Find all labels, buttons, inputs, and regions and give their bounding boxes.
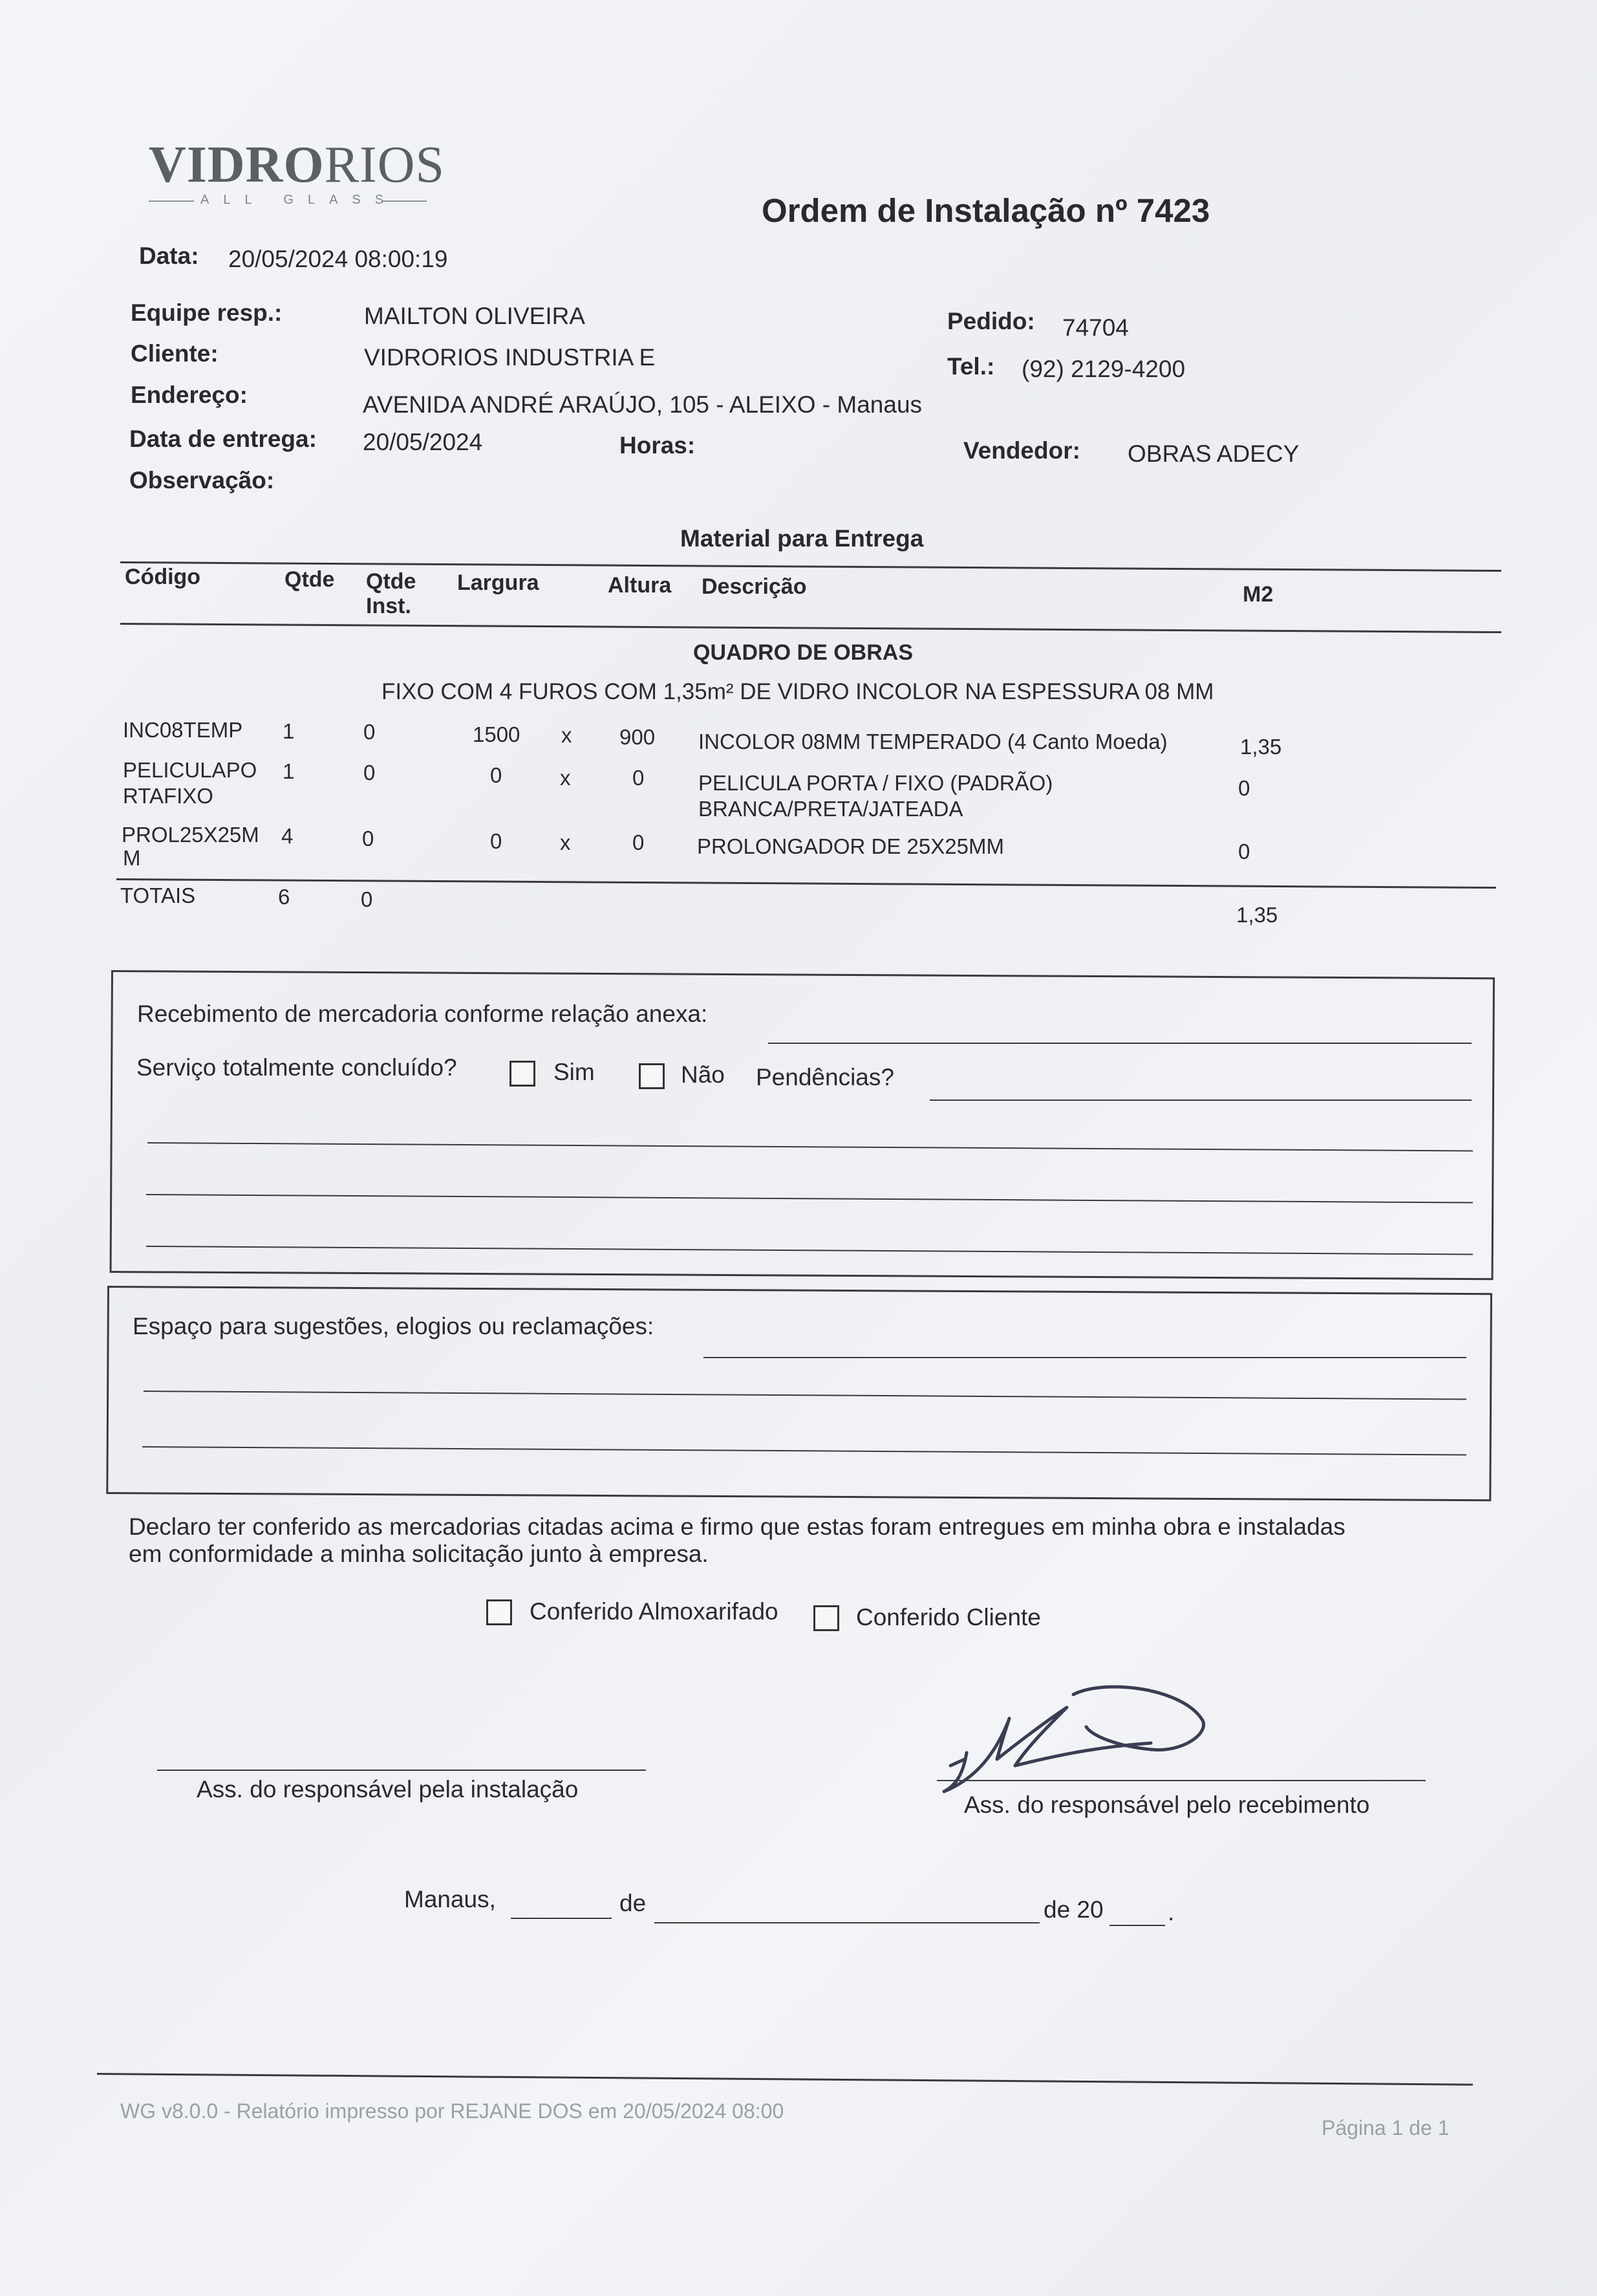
assinatura-instalacao-line[interactable] [157, 1770, 646, 1771]
sim-label: Sim [553, 1059, 595, 1085]
table-header-rule [120, 623, 1501, 633]
equipe-value: MAILTON OLIVEIRA [364, 303, 585, 329]
assinatura-recebimento-label: Ass. do responsável pelo recebimento [964, 1792, 1370, 1818]
row-codigo-cont: RTAFIXO [123, 784, 213, 808]
row-codigo: INC08TEMP [123, 718, 243, 742]
row-descricao: INCOLOR 08MM TEMPERADO (4 Canto Moeda) [698, 730, 1168, 753]
ano-line[interactable] [1109, 1925, 1165, 1926]
data-entrega-label: Data de entrega: [129, 426, 317, 452]
footer-page-number: Página 1 de 1 [1322, 2116, 1450, 2139]
row-codigo-cont: M [123, 846, 141, 870]
conferido-cliente-label: Conferido Cliente [856, 1604, 1041, 1630]
de-20-label: de 20 [1044, 1896, 1104, 1923]
row-qtde: 1 [283, 759, 295, 783]
data-entrega-value: 20/05/2024 [363, 429, 483, 455]
handwritten-signature [938, 1682, 1235, 1837]
tel-label: Tel.: [947, 353, 995, 380]
pedido-value: 74704 [1062, 314, 1129, 341]
declaracao-line-1: Declaro ter conferido as mercadorias citadas acima e firmo que estas foram entregues em minha obra e instaladas [129, 1513, 1345, 1540]
col-qtde: Qtde [284, 567, 335, 592]
sim-checkbox[interactable] [509, 1061, 535, 1087]
row-qtde: 4 [281, 824, 294, 848]
data-value: 20/05/2024 08:00:19 [228, 246, 448, 272]
row-largura: 1500 [473, 722, 520, 746]
material-section-title: Material para Entrega [680, 525, 924, 552]
conferido-cliente-checkbox[interactable] [813, 1605, 839, 1631]
sugestoes-label: Espaço para sugestões, elogios ou reclamações: [133, 1313, 654, 1339]
nao-checkbox[interactable] [639, 1063, 665, 1089]
row-descricao: PELICULA PORTA / FIXO (PADRÃO) [698, 771, 1053, 795]
cliente-value: VIDRORIOS INDUSTRIA E [364, 344, 656, 371]
pedido-label: Pedido: [947, 308, 1035, 334]
col-altura: Altura [608, 573, 672, 598]
row-largura: 0 [490, 829, 502, 853]
vendedor-value: OBRAS ADECY [1128, 440, 1300, 467]
row-m2: 1,35 [1240, 735, 1282, 759]
mes-line[interactable] [654, 1922, 1040, 1923]
row-largura: 0 [490, 763, 502, 787]
row-descricao-cont: BRANCA/PRETA/JATEADA [698, 797, 963, 821]
pendencias-line[interactable] [930, 1099, 1472, 1101]
row-qtde-inst: 0 [362, 827, 374, 850]
totals-qtde: 6 [278, 885, 290, 909]
ponto-label: . [1168, 1899, 1175, 1925]
endereco-label: Endereço: [131, 382, 248, 408]
footer-print-info: WG v8.0.0 - Relatório impresso por REJANE DOS em 20/05/2024 08:00 [120, 2099, 784, 2123]
nao-label: Não [681, 1061, 725, 1088]
totals-m2: 1,35 [1236, 903, 1278, 927]
row-altura: 0 [632, 830, 645, 854]
row-x: x [561, 723, 572, 747]
row-qtde-inst: 0 [363, 720, 376, 744]
endereco-value: AVENIDA ANDRÉ ARAÚJO, 105 - ALEIXO - Manaus [363, 391, 923, 418]
tel-value: (92) 2129-4200 [1022, 356, 1186, 382]
manaus-label: Manaus, [404, 1886, 496, 1912]
conferido-almoxarifado-label: Conferido Almoxarifado [530, 1598, 778, 1625]
table-totals-rule [116, 878, 1496, 889]
document-title: Ordem de Instalação nº 7423 [762, 192, 1210, 229]
col-codigo: Código [125, 565, 201, 589]
row-qtde-inst: 0 [363, 761, 376, 785]
group-title: QUADRO DE OBRAS [693, 640, 914, 665]
row-descricao: PROLONGADOR DE 25X25MM [697, 834, 1004, 858]
row-x: x [560, 766, 571, 790]
recebimento-line[interactable] [768, 1043, 1472, 1044]
de-label-1: de [619, 1890, 647, 1916]
assinatura-instalacao-label: Ass. do responsável pela instalação [197, 1776, 579, 1803]
totals-qtde-inst: 0 [361, 887, 373, 911]
recebimento-label: Recebimento de mercadoria conforme relação anexa: [137, 1001, 708, 1027]
vendedor-label: Vendedor: [963, 437, 1080, 464]
data-label: Data: [139, 243, 199, 269]
sugestoes-line-1[interactable] [703, 1357, 1466, 1358]
col-qtde-inst-2: Inst. [366, 594, 411, 618]
row-qtde: 1 [283, 719, 295, 743]
conferido-almoxarifado-checkbox[interactable] [486, 1599, 512, 1625]
row-m2: 0 [1238, 776, 1250, 800]
row-codigo: PELICULAPO [123, 758, 257, 782]
declaracao-line-2: em conformidade a minha solicitação junto à empresa. [129, 1541, 709, 1567]
col-largura: Largura [457, 570, 539, 595]
row-m2: 0 [1238, 839, 1250, 863]
group-subtitle: FIXO COM 4 FUROS COM 1,35m² DE VIDRO INCOLOR NA ESPESSURA 08 MM [381, 679, 1214, 704]
col-descricao: Descrição [702, 574, 807, 599]
footer-rule [97, 2073, 1473, 2086]
vidrorios-logo: VIDRORIOS ALL GLASS [149, 136, 445, 207]
observacao-label: Observação: [129, 467, 275, 493]
horas-label: Horas: [619, 432, 696, 459]
row-codigo: PROL25X25M [122, 823, 259, 847]
cliente-label: Cliente: [131, 340, 219, 367]
servico-concluido-label: Serviço totalmente concluído? [136, 1054, 457, 1081]
col-qtde-inst-1: Qtde [366, 569, 416, 594]
row-altura: 900 [619, 725, 656, 749]
equipe-label: Equipe resp.: [131, 299, 283, 326]
pendencias-label: Pendências? [756, 1064, 894, 1090]
dia-line[interactable] [511, 1918, 612, 1919]
col-m2: M2 [1243, 582, 1274, 607]
totals-label: TOTAIS [120, 883, 196, 907]
row-x: x [560, 830, 571, 854]
row-altura: 0 [632, 766, 645, 790]
